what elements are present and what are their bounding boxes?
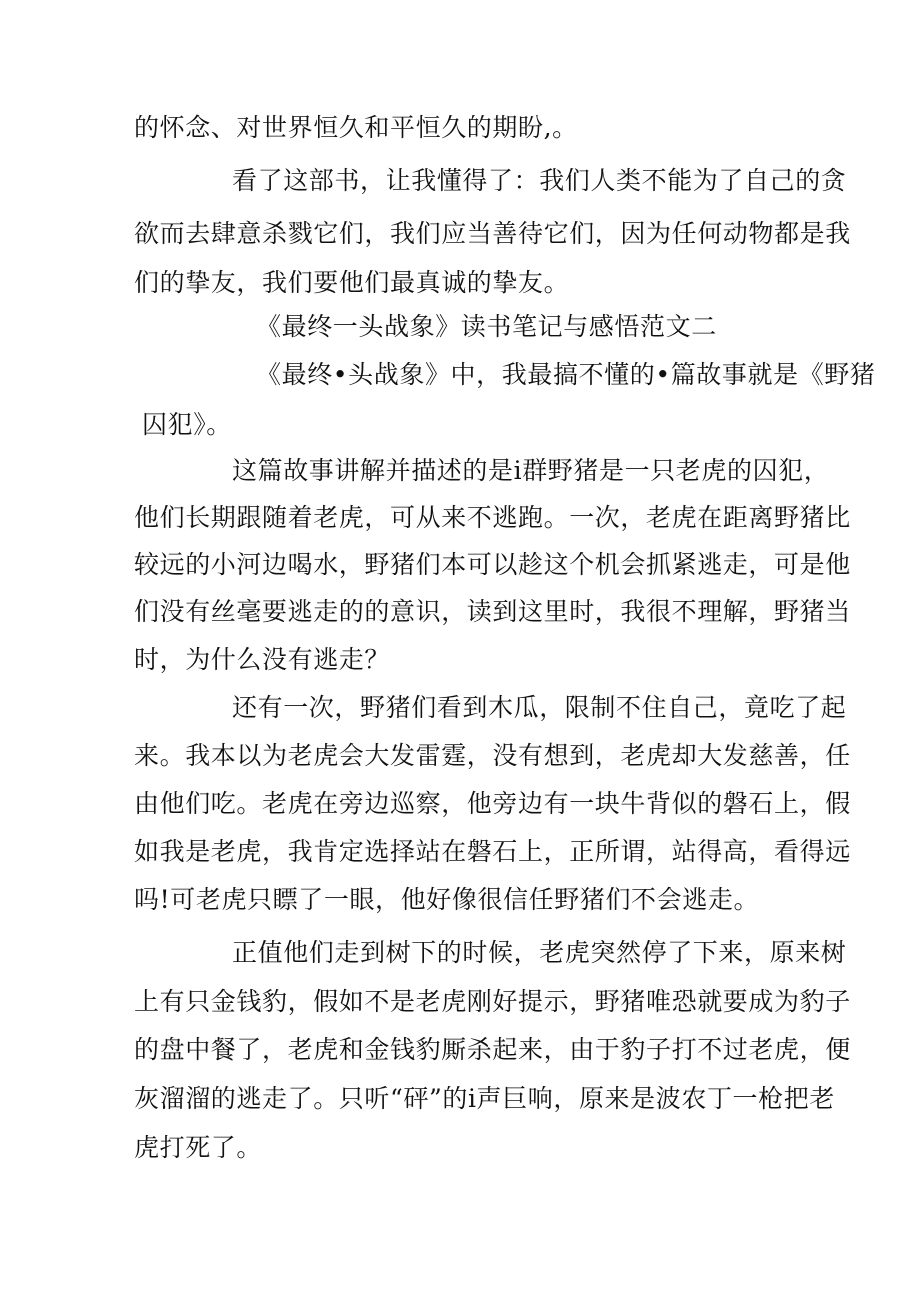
text-line: 囚犯》。 [142,410,232,439]
text-line: 欲而去肆意杀戮它们，我们应当善待它们，因为任何动物都是我 [134,219,851,248]
text-line: 上有只金钱豹，假如不是老虎刚好提示，野猪唯恐就要成为豹子 [134,987,851,1016]
text-line: 他们长期跟随着老虎，可从来不逃跑。一次，老虎在距离野猪比 [134,503,851,532]
text-line: 还有一次，野猪们看到木瓜，限制不住自己，竟吃了起 [232,693,847,722]
text-line: 的盘中餐了，老虎和金钱豹厮杀起来，由于豹子打不过老虎，便 [134,1035,851,1064]
text-line: 时，为什么没有逃走？ [134,645,391,674]
text-line: 如我是老虎，我肯定选择站在磐石上，正所谓，站得高，看得远 [134,837,851,866]
text-line: 《最终•头战象》中，我最搞不懂的•篇故事就是《野猪 [256,360,876,389]
text-line: 由他们吃。老虎在旁边巡察，他旁边有一块牛背似的磐石上，假 [134,789,851,818]
text-line: 较远的小河边喝水，野猪们本可以趁这个机会抓紧逃走，可是他 [134,550,851,579]
text-line: 的怀念、对世界恒久和平恒久的期盼,。 [134,113,578,142]
text-line: 吗!可老虎只瞟了一眼，他好像很信任野猪们不会逃走。 [134,885,760,914]
section-title: 《最终一头战象》读书笔记与感悟范文二 [256,312,717,341]
text-line: 虎打死了。 [134,1133,263,1162]
text-line: 们没有丝毫要逃走的的意识，读到这里时，我很不理解，野猪当 [134,597,851,626]
text-line: 正值他们走到树下的时候，老虎突然停了下来，原来树 [232,938,847,967]
text-line: 看了这部书，让我懂得了：我们人类不能为了自己的贪 [232,166,847,195]
text-line: 灰溜溜的逃走了。只听“砰”的i声巨响，原来是波农丁一枪把老 [134,1084,835,1113]
text-line: 这篇故事讲解并描述的是i群野猪是一只老虎的囚犯， [232,456,830,485]
text-line: 来。我本以为老虎会大发雷霆，没有想到，老虎却大发慈善，任 [134,741,851,770]
text-line: 们的挚友，我们要他们最真诚的挚友。 [134,268,570,297]
